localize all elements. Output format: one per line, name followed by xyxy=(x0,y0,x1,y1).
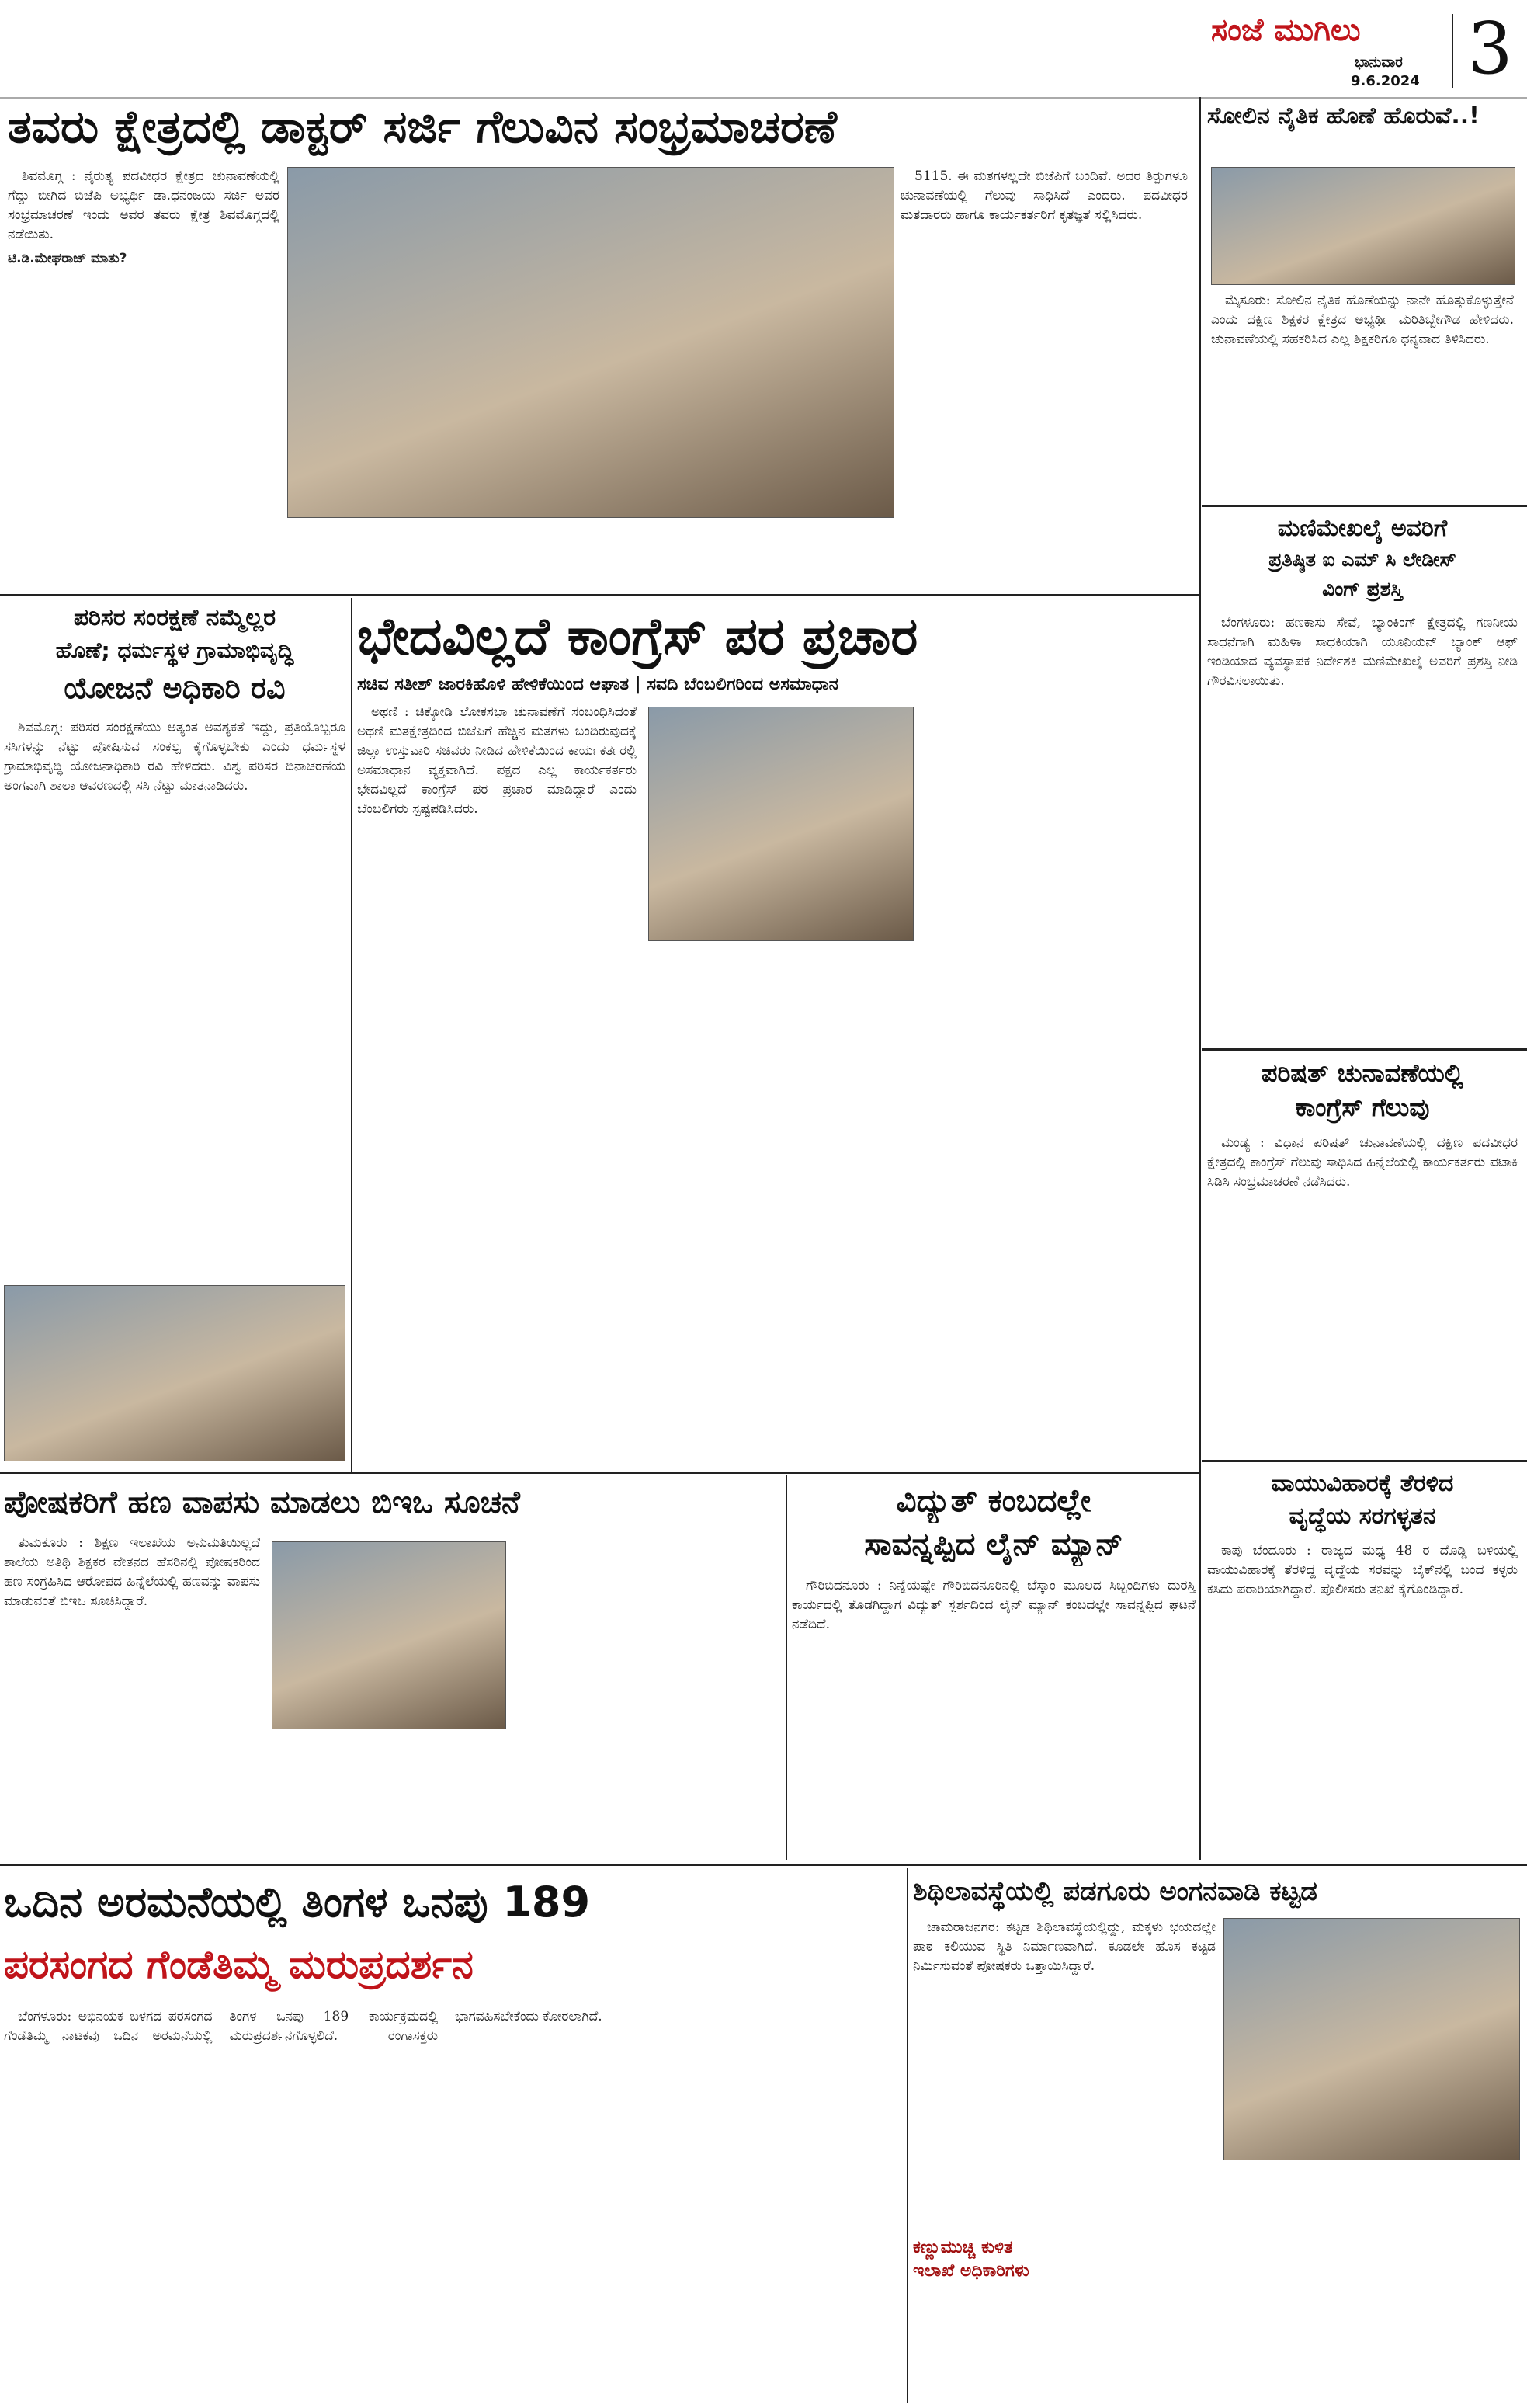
masthead-day: ಭಾನುವಾರ xyxy=(1355,54,1403,71)
poshaka-text: ತುಮಕೂರು : ಶಿಕ್ಷಣ ಇಲಾಖೆಯ ಅನುಮತಿಯಿಲ್ಲದೆ ಶಾಲೆಯ ಅತಿಥಿ ಶಿಕ್ಷಕರ ವೇತನದ ಹೆಸರಿನಲ್ಲಿ ಪೋಷಕರಿಂದ ಹಣ ಸಂಗ್ರಹಿಸಿದ ಆರೋಪದ ಹಿನ್ನೆಲೆಯಲ್ಲಿ ಹಣವನ್ನು ವಾಪಸು ಮಾಡುವಂತೆ ಬಿಇಒ ಸೂಚಿಸಿದ್ದಾರೆ. xyxy=(4,1535,260,1609)
poshaka-box xyxy=(4,1479,780,1860)
manimekhale-headline-2: ಪ್ರತಿಷ್ಠಿತ ಐ ಎಮ್ ಸಿ ಲೇಡೀಸ್ xyxy=(1268,548,1456,571)
masthead-divider xyxy=(1452,14,1453,88)
story1-tail-text xyxy=(901,167,1188,586)
parisara-headline-1: ಪರಿಸರ ಸಂರಕ್ಷಣೆ ನಮ್ಮೆಲ್ಲರ xyxy=(73,604,276,631)
parishat-headline-2: ಕಾಂಗ್ರೆಸ್ ಗೆಲುವು xyxy=(1295,1093,1430,1122)
vayovihara-headline-1: ವಾಯುವಿಹಾರಕ್ಕೆ ತೆರಳಿದ xyxy=(1271,1470,1454,1497)
vayovihara-headline-2: ವೃದ್ಧೆಯ ಸರಗಳ್ಳತನ xyxy=(1289,1503,1436,1530)
top-rule xyxy=(0,97,1527,99)
vidyut-box xyxy=(792,1479,1196,1860)
parishat-text: ಮಂಡ್ಯ : ವಿಧಾನ ಪರಿಷತ್ ಚುನಾವಣೆಯಲ್ಲಿ ದಕ್ಷಿಣ ಪದವೀಧರ ಕ್ಷೇತ್ರದಲ್ಲಿ ಕಾಂಗ್ರೆಸ್ ಗೆಲುವು ಸಾಧಿಸಿದ ಹಿನ್ನೆಲೆಯಲ್ಲಿ ಕಾರ್ಯಕರ್ತರು ಪಟಾಕಿ ಸಿಡಿಸಿ ಸಂಭ್ರಮಾಚರಣೆ ನಡೆಸಿದರು. xyxy=(1207,1135,1518,1190)
vidyut-headline-2: ಸಾವನ್ನಪ್ಪಿದ ಲೈನ್ ಮ್ಯಾನ್ xyxy=(864,1527,1123,1562)
parisara-headline-2: ಹೊಣೆ; ಧರ್ಮಸ್ಥಳ ಗ್ರಾಮಾಭಿವೃದ್ಧಿ xyxy=(55,638,294,663)
rule-3 xyxy=(1202,505,1527,507)
soulina-text: ಮೈಸೂರು: ಸೋಲಿನ ನೈತಿಕ ಹೊಣೆಯನ್ನು ನಾನೇ ಹೊತ್ತುಕೊಳ್ಳುತ್ತೇನೆ ಎಂದು ದಕ್ಷಿಣ ಶಿಕ್ಷಕರ ಕ್ಷೇತ್ರದ ಅಭ್ಯರ್ಥಿ ಮರಿತಿಬ್ಬೇಗೌಡ ಹೇಳಿದರು. ಚುನಾವಣೆಯಲ್ಲಿ ಸಹಕರಿಸಿದ ಎಲ್ಲ ಶಿಕ್ಷಕರಿಗೂ ಧನ್ಯವಾದ ತಿಳಿಸಿದರು. xyxy=(1211,293,1514,347)
congress-headline: ಭೇದವಿಲ್ಲದೆ ಕಾಂಗ್ರೆಸ್ ಪರ ಪ್ರಚಾರ xyxy=(357,606,918,666)
page-number: 3 xyxy=(1467,7,1513,90)
poshaka-photo xyxy=(272,1541,506,1729)
soulina-photo xyxy=(1211,167,1515,285)
shithila-box xyxy=(913,1871,1522,2403)
congress-photo xyxy=(648,707,914,941)
right-column-rule xyxy=(1199,97,1201,1860)
congress-subhead: ಸಚಿವ ಸತೀಶ್ ಜಾರಕಿಹೊಳಿ ಹೇಳಿಕೆಯಿಂದ ಆಘಾತ | ಸವದಿ ಬೆಂಬಲಿಗರಿಂದ ಅಸಮಾಧಾನ xyxy=(357,675,838,694)
shithila-headline: ಶಿಥಿಲಾವಸ್ಥೆಯಲ್ಲಿ ಪಡಗೂರು ಅಂಗನವಾಡಿ ಕಟ್ಟಡ xyxy=(913,1876,1317,1907)
masthead-date: 9.6.2024 xyxy=(1351,73,1420,89)
story1-tail: 5115. ಈ ಮತಗಳಲ್ಲದೇ ಬಿಜೆಪಿಗೆ ಬಂದಿವೆ. ಅದರ ತಿರ್‍ಪುಗಳೂ ಚುನಾವಣೆಯಲ್ಲಿ ಗೆಲುವು ಸಾಧಿಸಿದೆ ಎಂದರು. ಪದವೀಧರ ಮತದಾರರು ಹಾಗೂ ಕಾರ್ಯಕರ್ತರಿಗೆ ಕೃತಜ್ಞತೆ ಸಲ್ಲಿಸಿದರು. xyxy=(901,169,1188,223)
soulina-box xyxy=(1207,101,1518,513)
story1-sub: ಟಿ.ಡಿ.ಮೇಘರಾಜ್ ಮಾತು? xyxy=(8,251,127,266)
shithila-photo xyxy=(1223,1918,1520,2160)
parisara-box xyxy=(4,602,345,1468)
story1-photo xyxy=(287,167,894,518)
poshaka-headline: ಪೋಷಕರಿಗೆ ಹಣ ವಾಪಸು ಮಾಡಲು ಬಿಇಒ ಸೂಚನೆ xyxy=(4,1485,520,1520)
story1-lead: ಶಿವಮೊಗ್ಗ : ನೈರುತ್ಯ ಪದವೀಧರ ಕ್ಷೇತ್ರದ ಚುನಾವಣೆಯಲ್ಲಿ ಗೆದ್ದು ಬೀಗಿದ ಬಿಜೆಪಿ ಅಭ್ಯರ್ಥಿ ಡಾ.ಧನಂಜಯ ಸರ್ಜಿ ಅವರ ಸಂಭ್ರಮಾಚರಣೆ ಇಂದು ಅವರ ತವರು ಕ್ಷೇತ್ರ ಶಿವಮೊಗ್ಗದಲ್ಲಿ ನಡೆಯಿತು. xyxy=(8,169,279,242)
vidyut-headline-1: ವಿದ್ಯುತ್ ಕಂಬದಲ್ಲೇ xyxy=(896,1483,1091,1519)
manimekhale-headline-1: ಮಣಿಮೇಖಲೈ ಅವರಿಗೆ xyxy=(1277,515,1448,542)
rule-2 xyxy=(0,594,1199,596)
parisara-headline-3: ಯೋಜನೆ ಅಧಿಕಾರಿ ರವಿ xyxy=(64,671,286,705)
vayovihara-text: ಕಾಪು ಬೆಂದೂರು : ರಾಜ್ಯದ ಮಧ್ಯ 48 ರ ದೊಡ್ಡಿ ಬಳಿಯಲ್ಲಿ ವಾಯುವಿಹಾರಕ್ಕೆ ತೆರಳಿದ್ದ ವೃದ್ಧೆಯ ಸರವನ್ನು ಬೈಕ್‌ನಲ್ಲಿ ಬಂದ ಕಳ್ಳರು ಕಸಿದು ಪರಾರಿಯಾಗಿದ್ದಾರೆ. ಪೊಲೀಸರು ತನಿಖೆ ಕೈಗೊಂಡಿದ್ದಾರೆ. xyxy=(1207,1543,1518,1597)
soulina-headline: ಸೋಲಿನ ನೈತಿಕ ಹೊಣೆ ಹೊರುವೆ..! xyxy=(1207,103,1480,130)
parishat-box xyxy=(1207,1056,1518,1460)
shithila-text: ಚಾಮರಾಜನಗರ: ಕಟ್ಟಡ ಶಿಥಿಲಾವಸ್ಥೆಯಲ್ಲಿದ್ದು, ಮಕ್ಕಳು ಭಯದಲ್ಲೇ ಪಾಠ ಕಲಿಯುವ ಸ್ಥಿತಿ ನಿರ್ಮಾಣವಾಗಿದೆ. ಕೂಡಲೇ ಹೊಸ ಕಟ್ಟಡ ನಿರ್ಮಿಸುವಂತೆ ಪೋಷಕರು ಒತ್ತಾಯಿಸಿದ್ದಾರೆ. xyxy=(913,1920,1216,1974)
story1-lead-text xyxy=(8,167,279,586)
odina-box xyxy=(4,1871,897,2403)
rule-v-4 xyxy=(907,1868,908,2403)
rule-6 xyxy=(0,1472,1199,1474)
manimekhale-text: ಬೆಂಗಳೂರು: ಹಣಕಾಸು ಸೇವೆ, ಬ್ಯಾಂಕಿಂಗ್ ಕ್ಷೇತ್ರದಲ್ಲಿ ಗಣನೀಯ ಸಾಧನೆಗಾಗಿ ಮಹಿಳಾ ಸಾಧಕಿಯಾಗಿ ಯೂನಿಯನ್ ಬ್ಯಾಂಕ್ ಆಫ್ ಇಂಡಿಯಾದ ವ್ಯವಸ್ಥಾಪಕ ನಿರ್ದೇಶಕಿ ಮಣಿಮೇಖಲೈ ಅವರಿಗೆ ಪ್ರಶಸ್ತಿ ನೀಡಿ ಗೌರವಿಸಲಾಯಿತು. xyxy=(1207,615,1518,689)
manimekhale-box xyxy=(1207,513,1518,1048)
vayovihara-box xyxy=(1207,1468,1518,1856)
story1-headline: ತವರು ಕ್ಷೇತ್ರದಲ್ಲಿ ಡಾಕ್ಟರ್ ಸರ್ಜಿ ಗೆಲುವಿನ ಸಂಭ್ರಮಾಚರಣೆ xyxy=(8,100,837,153)
rule-4 xyxy=(1202,1048,1527,1051)
parishat-headline-1: ಪರಿಷತ್ ಚುನಾವಣೆಯಲ್ಲಿ xyxy=(1261,1058,1464,1088)
rule-v-2 xyxy=(351,598,352,1472)
rule-7 xyxy=(0,1864,1527,1866)
manimekhale-headline-3: ವಿಂಗ್ ಪ್ರಶಸ್ತಿ xyxy=(1322,578,1403,600)
rule-5 xyxy=(1202,1460,1527,1462)
shithila-callout: ಕಣ್ಣುಮುಚ್ಚಿ ಕುಳಿತ ಇಲಾಖೆ ಅಧಿಕಾರಿಗಳು xyxy=(913,2238,1029,2281)
masthead-logo: ಸಂಜೆ ಮುಗಿಲು xyxy=(1211,12,1361,48)
congress-text: ಅಥಣಿ : ಚಿಕ್ಕೋಡಿ ಲೋಕಸಭಾ ಚುನಾವಣೆಗೆ ಸಂಬಂಧಿಸಿದಂತೆ ಅಥಣಿ ಮತಕ್ಷೇತ್ರದಿಂದ ಬಿಜೆಪಿಗೆ ಹೆಚ್ಚಿನ ಮತಗಳು ಬಂದಿರುವುದಕ್ಕೆ ಜಿಲ್ಲಾ ಉಸ್ತುವಾರಿ ಸಚಿವರು ನೀಡಿದ ಹೇಳಿಕೆಯಿಂದ ಕಾರ್ಯಕರ್ತರಲ್ಲಿ ಅಸಮಾಧಾನ ವ್ಯಕ್ತವಾಗಿದೆ. ಪಕ್ಷದ ಎಲ್ಲ ಕಾರ್ಯಕರ್ತರು ಭೇದವಿಲ್ಲದೆ ಕಾಂಗ್ರೆಸ್ ಪರ ಪ್ರಚಾರ ಮಾಡಿದ್ದಾರೆ ಎಂದು ಬೆಂಬಲಿಗರು ಸ್ಪಷ್ಟಪಡಿಸಿದರು. xyxy=(357,704,637,817)
parisara-photo xyxy=(4,1285,345,1461)
odina-headline: ಒದಿನ ಅರಮನೆಯಲ್ಲಿ ತಿಂಗಳ ಒನಪು 189 xyxy=(4,1878,591,1927)
masthead xyxy=(1196,6,1522,92)
rule-v-3 xyxy=(786,1475,787,1860)
congress-box xyxy=(357,602,1196,1468)
odina-subheadline: ಪರಸಂಗದ ಗೆಂಡೆತಿಮ್ಮ ಮರುಪ್ರದರ್ಶನ xyxy=(4,1942,474,1987)
vidyut-text: ಗೌರಿಬಿದನೂರು : ನಿನ್ನೆಯಷ್ಟೇ ಗೌರಿಬಿದನೂರಿನಲ್ಲಿ ಬೆಸ್ಕಾಂ ಮೂಲದ ಸಿಬ್ಬಂದಿಗಳು ದುರಸ್ತಿ ಕಾರ್ಯದಲ್ಲಿ ತೊಡಗಿದ್ದಾಗ ವಿದ್ಯುತ್ ಸ್ಪರ್ಶದಿಂದ ಲೈನ್ ಮ್ಯಾನ್ ಕಂಬದಲ್ಲೇ ಸಾವನ್ನಪ್ಪಿದ ಘಟನೆ ನಡೆದಿದೆ. xyxy=(792,1578,1196,1632)
parisara-text: ಶಿವಮೊಗ್ಗ: ಪರಿಸರ ಸಂರಕ್ಷಣೆಯು ಅತ್ಯಂತ ಅವಶ್ಯಕತೆ ಇದ್ದು, ಪ್ರತಿಯೊಬ್ಬರೂ ಸಸಿಗಳನ್ನು ನೆಟ್ಟು ಪೋಷಿಸುವ ಸಂಕಲ್ಪ ಕೈಗೊಳ್ಳಬೇಕು ಎಂದು ಧರ್ಮಸ್ಥಳ ಗ್ರಾಮಾಭಿವೃದ್ಧಿ ಯೋಜನಾಧಿಕಾರಿ ರವಿ ಹೇಳಿದರು. ವಿಶ್ವ ಪರಿಸರ ದಿನಾಚರಣೆಯ ಅಂಗವಾಗಿ ಶಾಲಾ ಆವರಣದಲ್ಲಿ ಸಸಿ ನೆಟ್ಟು ಮಾತನಾಡಿದರು. xyxy=(4,720,345,794)
odina-text: ಬೆಂಗಳೂರು: ಅಭಿನಯಕ ಬಳಗದ ಪರಸಂಗದ ಗೆಂಡೆತಿಮ್ಮ ನಾಟಕವು ಒದಿನ ಅರಮನೆಯಲ್ಲಿ ತಿಂಗಳ ಒನಪು 189 ಕಾರ್ಯಕ್ರಮದಲ್ಲಿ ಮರುಪ್ರದರ್ಶನಗೊಳ್ಳಲಿದೆ. ರಂಗಾಸಕ್ತರು ಭಾಗವಹಿಸಬೇಕೆಂದು ಕೋರಲಾಗಿದೆ. xyxy=(4,2009,602,2044)
